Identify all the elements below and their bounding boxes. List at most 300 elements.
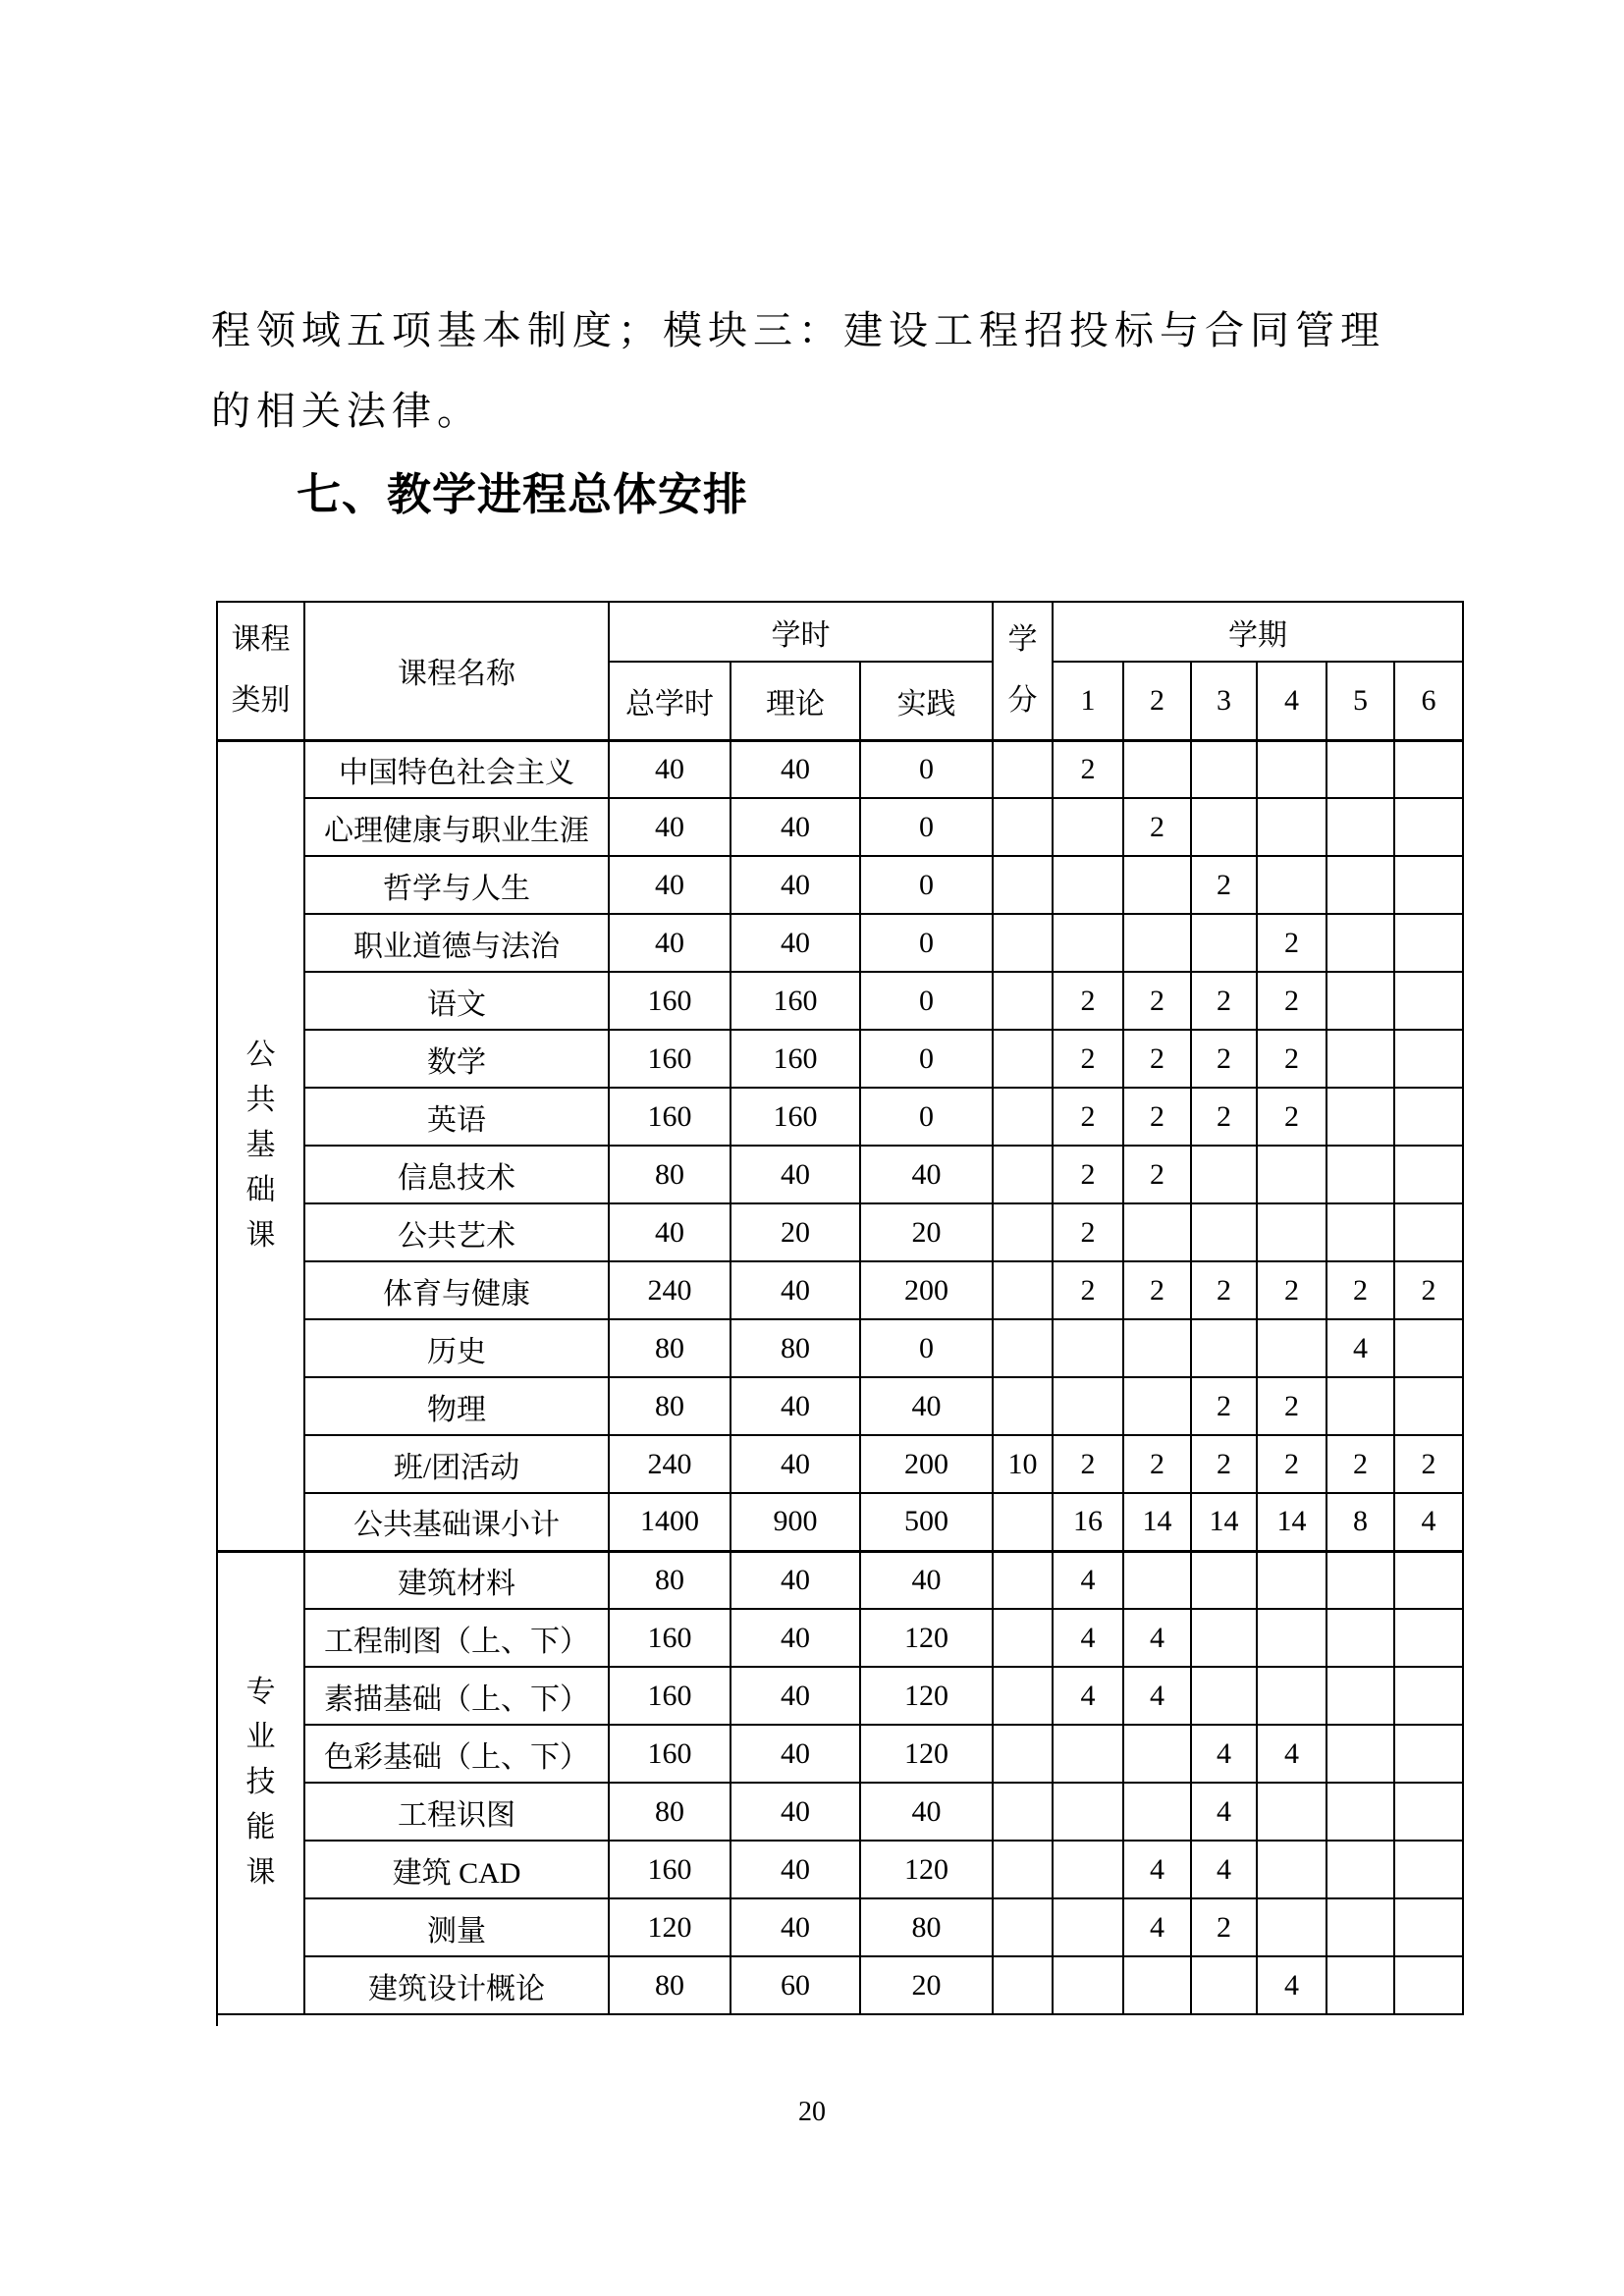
semester-6-cell xyxy=(1394,1319,1463,1377)
table-row xyxy=(217,1435,1463,1493)
credit-cell xyxy=(993,1261,1053,1319)
credit-cell xyxy=(993,740,1053,798)
course-name-cell: 公共艺术 xyxy=(304,1203,609,1261)
semester-3-cell: 2 xyxy=(1191,1898,1257,1956)
credit-cell xyxy=(993,1377,1053,1435)
course-name-cell: 体育与健康 xyxy=(304,1261,609,1319)
semester-4-cell xyxy=(1257,1319,1326,1377)
table-row xyxy=(217,914,1463,972)
practice-hours-cell: 120 xyxy=(860,1841,993,1898)
semester-1-cell: 2 xyxy=(1053,1088,1123,1146)
header-semester-2: 2 xyxy=(1123,662,1191,740)
semester-5-cell xyxy=(1326,914,1394,972)
semester-4-cell: 2 xyxy=(1257,1030,1326,1088)
semester-2-cell: 2 xyxy=(1123,1030,1191,1088)
curriculum-table xyxy=(216,601,1464,2015)
semester-1-cell: 2 xyxy=(1053,1030,1123,1088)
category-char: 共 xyxy=(245,1084,276,1116)
semester-3-cell xyxy=(1191,1551,1257,1609)
semester-6-cell xyxy=(1394,1898,1463,1956)
semester-2-cell xyxy=(1123,1783,1191,1841)
semester-2-cell xyxy=(1123,1956,1191,2014)
semester-5-cell: 2 xyxy=(1326,1435,1394,1493)
header-practice: 实践 xyxy=(860,662,993,740)
semester-4-cell: 2 xyxy=(1257,1377,1326,1435)
semester-2-cell: 2 xyxy=(1123,1435,1191,1493)
semester-1-cell xyxy=(1053,1841,1123,1898)
course-name-cell: 心理健康与职业生涯 xyxy=(304,798,609,856)
semester-6-cell xyxy=(1394,1667,1463,1725)
practice-hours-cell: 0 xyxy=(860,972,993,1030)
table-row xyxy=(217,1377,1463,1435)
credit-cell xyxy=(993,1088,1053,1146)
theory-hours-cell: 160 xyxy=(731,972,860,1030)
category-char: 课 xyxy=(245,1856,276,1890)
category-cell xyxy=(217,1551,304,2014)
semester-1-cell: 2 xyxy=(1053,1435,1123,1493)
semester-2-cell xyxy=(1123,856,1191,914)
table-left-border-tail xyxy=(216,2013,218,2026)
practice-hours-cell: 0 xyxy=(860,798,993,856)
course-name-cell: 公共基础课小计 xyxy=(304,1493,609,1551)
total-hours-cell: 120 xyxy=(609,1898,731,1956)
practice-hours-cell: 40 xyxy=(860,1377,993,1435)
total-hours-cell: 160 xyxy=(609,1088,731,1146)
semester-4-cell xyxy=(1257,1203,1326,1261)
semester-4-cell: 2 xyxy=(1257,914,1326,972)
semester-5-cell xyxy=(1326,1898,1394,1956)
semester-5-cell xyxy=(1326,1030,1394,1088)
theory-hours-cell: 40 xyxy=(731,1898,860,1956)
credit-cell xyxy=(993,1203,1053,1261)
semester-6-cell xyxy=(1394,1609,1463,1667)
header-total-hours: 总学时 xyxy=(609,662,731,740)
semester-4-cell xyxy=(1257,1609,1326,1667)
semester-3-cell xyxy=(1191,1319,1257,1377)
semester-6-cell xyxy=(1394,1088,1463,1146)
semester-4-cell xyxy=(1257,856,1326,914)
semester-1-cell: 4 xyxy=(1053,1667,1123,1725)
header-semester-6: 6 xyxy=(1394,662,1463,740)
semester-2-cell: 2 xyxy=(1123,1261,1191,1319)
semester-4-cell: 2 xyxy=(1257,1261,1326,1319)
semester-3-cell: 2 xyxy=(1191,856,1257,914)
semester-3-cell xyxy=(1191,1203,1257,1261)
semester-1-cell xyxy=(1053,1377,1123,1435)
course-name-cell: 数学 xyxy=(304,1030,609,1088)
table-row xyxy=(217,1898,1463,1956)
course-name-cell: 职业道德与法治 xyxy=(304,914,609,972)
table-row xyxy=(217,856,1463,914)
semester-1-cell: 2 xyxy=(1053,740,1123,798)
semester-3-cell xyxy=(1191,1667,1257,1725)
semester-5-cell xyxy=(1326,1088,1394,1146)
semester-5-cell xyxy=(1326,1551,1394,1609)
table-row xyxy=(217,740,1463,798)
total-hours-cell: 240 xyxy=(609,1261,731,1319)
theory-hours-cell: 20 xyxy=(731,1203,860,1261)
semester-1-cell: 16 xyxy=(1053,1493,1123,1551)
semester-4-cell: 4 xyxy=(1257,1725,1326,1783)
total-hours-cell: 40 xyxy=(609,1203,731,1261)
credit-cell xyxy=(993,1609,1053,1667)
course-name-cell: 工程制图（上、下） xyxy=(304,1609,609,1667)
course-name-cell: 素描基础（上、下） xyxy=(304,1667,609,1725)
credit-cell xyxy=(993,1551,1053,1609)
semester-3-cell: 4 xyxy=(1191,1725,1257,1783)
table-row xyxy=(217,1841,1463,1898)
theory-hours-cell: 40 xyxy=(731,1841,860,1898)
semester-6-cell xyxy=(1394,1030,1463,1088)
theory-hours-cell: 40 xyxy=(731,1551,860,1609)
semester-4-cell xyxy=(1257,1783,1326,1841)
semester-6-cell xyxy=(1394,1551,1463,1609)
practice-hours-cell: 500 xyxy=(860,1493,993,1551)
semester-1-cell: 2 xyxy=(1053,1261,1123,1319)
practice-hours-cell: 0 xyxy=(860,1030,993,1088)
semester-1-cell: 4 xyxy=(1053,1551,1123,1609)
total-hours-cell: 160 xyxy=(609,1030,731,1088)
header-category-line-1: 课程 xyxy=(231,623,291,657)
semester-6-cell xyxy=(1394,1146,1463,1203)
course-name-cell: 英语 xyxy=(304,1088,609,1146)
credit-cell xyxy=(993,1667,1053,1725)
semester-2-cell: 2 xyxy=(1123,972,1191,1030)
semester-2-cell: 4 xyxy=(1123,1841,1191,1898)
total-hours-cell: 80 xyxy=(609,1956,731,2014)
table-row xyxy=(217,1551,1463,1609)
credit-cell xyxy=(993,1898,1053,1956)
practice-hours-cell: 20 xyxy=(860,1203,993,1261)
semester-6-cell xyxy=(1394,972,1463,1030)
table-row xyxy=(217,1783,1463,1841)
practice-hours-cell: 80 xyxy=(860,1898,993,1956)
table-row xyxy=(217,1261,1463,1319)
semester-5-cell xyxy=(1326,740,1394,798)
semester-3-cell xyxy=(1191,1146,1257,1203)
course-name-cell: 中国特色社会主义 xyxy=(304,740,609,798)
semester-3-cell xyxy=(1191,798,1257,856)
semester-3-cell: 2 xyxy=(1191,1261,1257,1319)
category-char: 公 xyxy=(245,1039,276,1071)
theory-hours-cell: 40 xyxy=(731,1435,860,1493)
theory-hours-cell: 40 xyxy=(731,1725,860,1783)
table-row xyxy=(217,1493,1463,1551)
semester-6-cell xyxy=(1394,1841,1463,1898)
theory-hours-cell: 900 xyxy=(731,1493,860,1551)
semester-6-cell: 2 xyxy=(1394,1261,1463,1319)
category-char: 基 xyxy=(245,1129,276,1161)
header-credit xyxy=(993,602,1053,740)
total-hours-cell: 160 xyxy=(609,1841,731,1898)
theory-hours-cell: 40 xyxy=(731,1609,860,1667)
table-row xyxy=(217,1146,1463,1203)
header-semester-1: 1 xyxy=(1053,662,1123,740)
table-row xyxy=(217,1319,1463,1377)
header-semester-4: 4 xyxy=(1257,662,1326,740)
header-semester-5: 5 xyxy=(1326,662,1394,740)
table-row xyxy=(217,1030,1463,1088)
semester-2-cell: 4 xyxy=(1123,1609,1191,1667)
theory-hours-cell: 40 xyxy=(731,856,860,914)
credit-cell xyxy=(993,856,1053,914)
course-name-cell: 测量 xyxy=(304,1898,609,1956)
header-credit-line-2: 分 xyxy=(1007,684,1038,718)
credit-cell xyxy=(993,1725,1053,1783)
practice-hours-cell: 0 xyxy=(860,1319,993,1377)
semester-1-cell xyxy=(1053,1319,1123,1377)
course-name-cell: 班/团活动 xyxy=(304,1435,609,1493)
header-course-name: 课程名称 xyxy=(304,602,609,740)
total-hours-cell: 160 xyxy=(609,1609,731,1667)
credit-cell xyxy=(993,914,1053,972)
semester-2-cell: 14 xyxy=(1123,1493,1191,1551)
total-hours-cell: 80 xyxy=(609,1377,731,1435)
semester-6-cell xyxy=(1394,856,1463,914)
practice-hours-cell: 40 xyxy=(860,1551,993,1609)
table-row xyxy=(217,1956,1463,2014)
theory-hours-cell: 40 xyxy=(731,740,860,798)
body-paragraph xyxy=(211,291,1448,452)
semester-5-cell xyxy=(1326,1725,1394,1783)
semester-1-cell xyxy=(1053,1725,1123,1783)
semester-5-cell xyxy=(1326,1377,1394,1435)
header-credit-line-1: 学 xyxy=(1007,623,1038,657)
course-name-cell: 建筑 CAD xyxy=(304,1841,609,1898)
paragraph-line-2: 的相关法律。 xyxy=(211,389,482,433)
semester-5-cell: 4 xyxy=(1326,1319,1394,1377)
semester-5-cell xyxy=(1326,1609,1394,1667)
semester-4-cell xyxy=(1257,1841,1326,1898)
table-row xyxy=(217,1725,1463,1783)
course-name-cell: 历史 xyxy=(304,1319,609,1377)
category-char: 业 xyxy=(245,1721,276,1754)
semester-1-cell: 2 xyxy=(1053,1146,1123,1203)
semester-5-cell xyxy=(1326,798,1394,856)
semester-3-cell: 2 xyxy=(1191,1030,1257,1088)
course-name-cell: 色彩基础（上、下） xyxy=(304,1725,609,1783)
practice-hours-cell: 0 xyxy=(860,914,993,972)
semester-2-cell: 2 xyxy=(1123,1088,1191,1146)
theory-hours-cell: 40 xyxy=(731,1667,860,1725)
header-category xyxy=(217,602,304,740)
semester-4-cell xyxy=(1257,1898,1326,1956)
theory-hours-cell: 160 xyxy=(731,1030,860,1088)
total-hours-cell: 40 xyxy=(609,740,731,798)
theory-hours-cell: 40 xyxy=(731,914,860,972)
theory-hours-cell: 40 xyxy=(731,1783,860,1841)
course-name-cell: 语文 xyxy=(304,972,609,1030)
total-hours-cell: 1400 xyxy=(609,1493,731,1551)
paragraph-line-1: 程领域五项基本制度；模块三：建设工程招投标与合同管理 xyxy=(211,308,1385,352)
semester-4-cell xyxy=(1257,1667,1326,1725)
theory-hours-cell: 40 xyxy=(731,1261,860,1319)
semester-4-cell: 4 xyxy=(1257,1956,1326,2014)
practice-hours-cell: 120 xyxy=(860,1667,993,1725)
semester-2-cell xyxy=(1123,1725,1191,1783)
semester-2-cell xyxy=(1123,1319,1191,1377)
semester-6-cell xyxy=(1394,914,1463,972)
semester-1-cell: 4 xyxy=(1053,1609,1123,1667)
total-hours-cell: 160 xyxy=(609,1667,731,1725)
semester-2-cell xyxy=(1123,914,1191,972)
header-group-semester: 学期 xyxy=(1053,602,1463,662)
category-char: 课 xyxy=(245,1219,276,1252)
practice-hours-cell: 120 xyxy=(860,1609,993,1667)
practice-hours-cell: 0 xyxy=(860,1088,993,1146)
semester-3-cell xyxy=(1191,740,1257,798)
table-row xyxy=(217,1203,1463,1261)
header-category-line-2: 类别 xyxy=(231,684,291,718)
section-heading: 七、教学进程总体安排 xyxy=(297,469,749,519)
semester-2-cell xyxy=(1123,1551,1191,1609)
semester-5-cell xyxy=(1326,1841,1394,1898)
table-row xyxy=(217,1609,1463,1667)
semester-6-cell xyxy=(1394,798,1463,856)
table-row xyxy=(217,972,1463,1030)
semester-2-cell: 2 xyxy=(1123,798,1191,856)
semester-1-cell xyxy=(1053,1956,1123,2014)
header-semester-3: 3 xyxy=(1191,662,1257,740)
semester-1-cell xyxy=(1053,856,1123,914)
practice-hours-cell: 200 xyxy=(860,1261,993,1319)
total-hours-cell: 40 xyxy=(609,856,731,914)
semester-6-cell: 4 xyxy=(1394,1493,1463,1551)
practice-hours-cell: 20 xyxy=(860,1956,993,2014)
semester-5-cell xyxy=(1326,1203,1394,1261)
course-name-cell: 信息技术 xyxy=(304,1146,609,1203)
header-theory: 理论 xyxy=(731,662,860,740)
credit-cell xyxy=(993,1030,1053,1088)
semester-6-cell xyxy=(1394,1725,1463,1783)
semester-3-cell xyxy=(1191,1956,1257,2014)
semester-5-cell xyxy=(1326,1956,1394,2014)
semester-1-cell: 2 xyxy=(1053,1203,1123,1261)
practice-hours-cell: 40 xyxy=(860,1783,993,1841)
table-row xyxy=(217,798,1463,856)
total-hours-cell: 160 xyxy=(609,972,731,1030)
category-char: 础 xyxy=(245,1174,276,1206)
semester-3-cell: 4 xyxy=(1191,1783,1257,1841)
semester-4-cell xyxy=(1257,798,1326,856)
semester-1-cell xyxy=(1053,914,1123,972)
semester-4-cell xyxy=(1257,1146,1326,1203)
practice-hours-cell: 120 xyxy=(860,1725,993,1783)
practice-hours-cell: 40 xyxy=(860,1146,993,1203)
theory-hours-cell: 40 xyxy=(731,1377,860,1435)
credit-cell xyxy=(993,972,1053,1030)
theory-hours-cell: 160 xyxy=(731,1088,860,1146)
header-group-hours: 学时 xyxy=(609,602,993,662)
semester-2-cell: 4 xyxy=(1123,1667,1191,1725)
total-hours-cell: 160 xyxy=(609,1725,731,1783)
credit-cell xyxy=(993,1319,1053,1377)
credit-cell xyxy=(993,1146,1053,1203)
semester-4-cell: 2 xyxy=(1257,1088,1326,1146)
category-char: 专 xyxy=(245,1676,276,1709)
course-name-cell: 建筑设计概论 xyxy=(304,1956,609,2014)
semester-2-cell: 2 xyxy=(1123,1146,1191,1203)
semester-1-cell: 2 xyxy=(1053,972,1123,1030)
category-cell xyxy=(217,740,304,1551)
course-name-cell: 建筑材料 xyxy=(304,1551,609,1609)
course-name-cell: 工程识图 xyxy=(304,1783,609,1841)
table-row xyxy=(217,1088,1463,1146)
credit-cell xyxy=(993,798,1053,856)
total-hours-cell: 80 xyxy=(609,1783,731,1841)
semester-6-cell xyxy=(1394,1203,1463,1261)
semester-3-cell xyxy=(1191,1609,1257,1667)
credit-cell: 10 xyxy=(993,1435,1053,1493)
table-header-row-1 xyxy=(217,602,1463,662)
semester-3-cell: 14 xyxy=(1191,1493,1257,1551)
credit-cell xyxy=(993,1956,1053,2014)
total-hours-cell: 40 xyxy=(609,798,731,856)
category-char: 能 xyxy=(245,1811,276,1844)
semester-3-cell: 2 xyxy=(1191,972,1257,1030)
semester-5-cell xyxy=(1326,972,1394,1030)
semester-5-cell xyxy=(1326,1783,1394,1841)
semester-4-cell: 14 xyxy=(1257,1493,1326,1551)
theory-hours-cell: 80 xyxy=(731,1319,860,1377)
credit-cell xyxy=(993,1493,1053,1551)
theory-hours-cell: 60 xyxy=(731,1956,860,2014)
total-hours-cell: 240 xyxy=(609,1435,731,1493)
semester-1-cell xyxy=(1053,1783,1123,1841)
semester-1-cell xyxy=(1053,798,1123,856)
semester-1-cell xyxy=(1053,1898,1123,1956)
semester-6-cell: 2 xyxy=(1394,1435,1463,1493)
theory-hours-cell: 40 xyxy=(731,798,860,856)
total-hours-cell: 80 xyxy=(609,1146,731,1203)
total-hours-cell: 80 xyxy=(609,1319,731,1377)
semester-2-cell xyxy=(1123,1203,1191,1261)
semester-4-cell xyxy=(1257,1551,1326,1609)
semester-4-cell xyxy=(1257,740,1326,798)
practice-hours-cell: 0 xyxy=(860,856,993,914)
semester-2-cell xyxy=(1123,1377,1191,1435)
table-row xyxy=(217,1667,1463,1725)
category-char: 技 xyxy=(245,1766,276,1799)
total-hours-cell: 80 xyxy=(609,1551,731,1609)
semester-3-cell: 4 xyxy=(1191,1841,1257,1898)
semester-5-cell xyxy=(1326,1667,1394,1725)
course-name-cell: 哲学与人生 xyxy=(304,856,609,914)
total-hours-cell: 40 xyxy=(609,914,731,972)
semester-5-cell xyxy=(1326,856,1394,914)
semester-2-cell xyxy=(1123,740,1191,798)
practice-hours-cell: 200 xyxy=(860,1435,993,1493)
semester-3-cell: 2 xyxy=(1191,1088,1257,1146)
semester-6-cell xyxy=(1394,740,1463,798)
semester-3-cell xyxy=(1191,914,1257,972)
semester-5-cell xyxy=(1326,1146,1394,1203)
course-name-cell: 物理 xyxy=(304,1377,609,1435)
practice-hours-cell: 0 xyxy=(860,740,993,798)
semester-4-cell: 2 xyxy=(1257,972,1326,1030)
semester-4-cell: 2 xyxy=(1257,1435,1326,1493)
credit-cell xyxy=(993,1783,1053,1841)
semester-6-cell xyxy=(1394,1956,1463,2014)
semester-3-cell: 2 xyxy=(1191,1435,1257,1493)
semester-6-cell xyxy=(1394,1377,1463,1435)
semester-2-cell: 4 xyxy=(1123,1898,1191,1956)
semester-3-cell: 2 xyxy=(1191,1377,1257,1435)
theory-hours-cell: 40 xyxy=(731,1146,860,1203)
credit-cell xyxy=(993,1841,1053,1898)
semester-5-cell: 2 xyxy=(1326,1261,1394,1319)
page-number: 20 xyxy=(798,2097,826,2127)
